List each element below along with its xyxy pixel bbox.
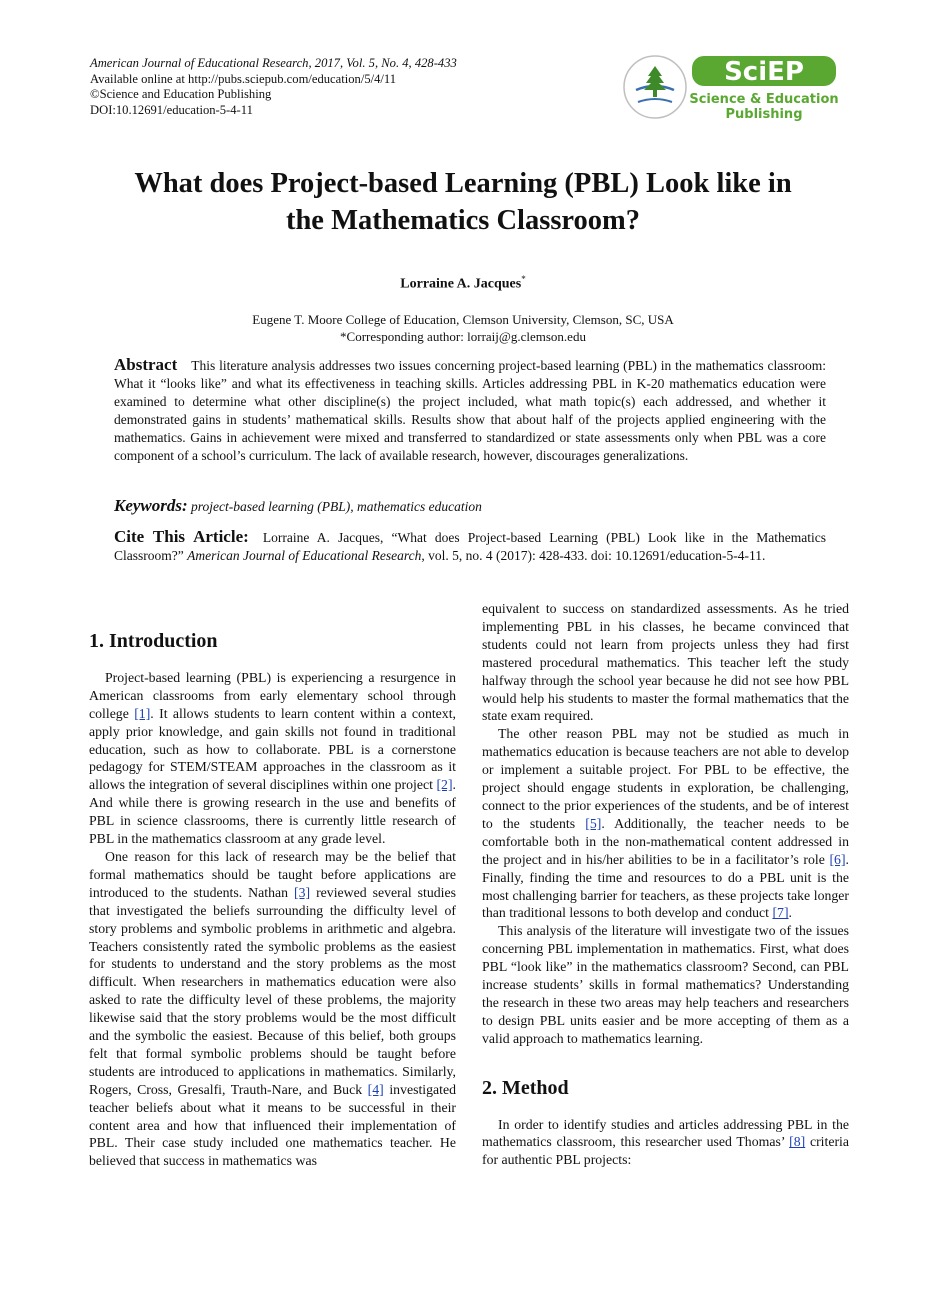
cite-label: Cite This Article: — [114, 527, 249, 546]
intro-paragraph-3: equivalent to success on standardized assessments. As he tried implementing PBL in his classes, he became convinced that students could not learn from projects unless they had first mastered procedural mathematics. This teacher left the study halfway through the school year because he did not see how PBL would help his students to master the formal mathematics that the state exam required. — [482, 601, 849, 724]
logo-line1: Science & Education — [689, 92, 839, 107]
publisher-line: ©Science and Education Publishing — [90, 87, 272, 101]
abstract-text: This literature analysis addresses two issues concerning project-based learning (PBL) in the mathematics classroom: What it “looks like” and what its effectiveness in teaching skills. Articles addressing PBL in K-20 mathematics education were examined to determine what other discipline(s) the project included, what math topic(s) each addressed, and whether it demonstrated gains in students’ mathematical skills. Results show that about half of the projects applied engineering with the mathematics. Gains in achievement were mixed and transferred to standardized or state assessments only when PBL was a core component of a school’s curriculum. The lack of available research, however, discourages generalizations. — [114, 358, 826, 463]
intro-paragraph-4: The other reason PBL may not be studied as much in mathematics education is because teachers are not able to develop or implement a suitable project. For PBL to be effective, the project should engage students in exploration, be challenging, connect to the prior experiences of the students, and be of interest to the students [5]. Additionally, the teacher needs to be comfortable both in the non-mathematical content addressed in the project and in his/her abilities to be in a facilitator’s role [6]. Finally, finding the time and resources to do a PBL unit is the most challenging barrier for teachers, as these projects take longer than traditional lessons to both develop and conduct [7]. — [482, 726, 849, 921]
journal-header — [90, 56, 457, 118]
doi-line: DOI:10.12691/education-5-4-11 — [90, 102, 253, 117]
title-line-1: What does Project-based Learning (PBL) Look like in — [134, 168, 792, 199]
cite-post: , vol. 5, no. 4 (2017): 428-433. doi: 10.12691/education-5-4-11. — [421, 548, 766, 563]
author-name: Lorraine A. Jacques — [400, 276, 522, 292]
abstract-label: Abstract — [114, 355, 178, 374]
author-line — [0, 274, 926, 293]
left-column — [89, 600, 456, 1170]
cite-journal: American Journal of Educational Research — [187, 548, 422, 563]
ref-link-2[interactable]: [2] — [436, 777, 453, 793]
affiliation-block — [0, 311, 926, 345]
cite-pre: Lorraine A. Jacques, “What does Project-based Learning (PBL) Look like in the Mathematics Classroom?” — [114, 530, 826, 563]
right-column — [482, 600, 849, 1169]
abstract — [114, 356, 826, 465]
method-paragraph-1: In order to identify studies and articles addressing PBL in the mathematics classroom, this researcher used Thomas’ [8] criteria for authentic PBL projects: — [482, 1116, 850, 1168]
intro-paragraph-2: One reason for this lack of research may be the belief that formal mathematics should be taught before applications are introduced to the students. Nathan [3] reviewed several studies that investigated the beliefs surrounding the difficulty level of story problems and symbolic problems in arithmetic and algebra. Teachers consistently rated the symbolic problems as the easiest for students to understand and the story problems as the most difficult. When researchers in mathematics education were also asked to rate the difficulty level of these problems, the majority likewise said that the story problems would be the most difficult and the symbolic the easiest. Because of this belief, both groups felt that formal symbolic problems should be taught before students are introduced to applications in mathematics. Similarly, Rogers, Cross, Gresalfi, Trauth-Nare, and Buck [4] investigated teacher beliefs about what it means to be successful in their content area and how that influenced their implementation of PBL. Their case study included one mathematics teacher. He believed that success in mathematics was — [89, 848, 457, 1169]
author-mark: * — [521, 274, 526, 284]
title-line-2: the Mathematics Classroom? — [285, 205, 641, 236]
affiliation: Eugene T. Moore College of Education, Clemson University, Clemson, SC, USA — [252, 312, 674, 327]
ref-link-3[interactable]: [3] — [294, 884, 311, 900]
logo-brand-text: SciEP — [724, 57, 804, 87]
ref-link-4[interactable]: [4] — [367, 1081, 384, 1097]
ref-link-6[interactable]: [6] — [829, 851, 846, 867]
ref-link-7[interactable]: [7] — [772, 905, 789, 921]
intro-paragraph-1: Project-based learning (PBL) is experiencing a resurgence in American classrooms from early elementary school through college [1]. It allows students to learn content within a context, apply prior knowledge, and gain skills not found in traditional education, such as how to collaborate. PBL is a cornerstone pedagogy for STEM/STEAM approaches in the classroom as it allows the integration of several disciplines within one project [2]. And while there is growing research in the use and benefits of PBL in science classrooms, there is currently little research of PBL in the mathematics classroom at any grade level. — [89, 669, 456, 847]
ref-link-8[interactable]: [8] — [789, 1134, 806, 1150]
intro-paragraph-5: This analysis of the literature will investigate two of the issues concerning PBL implementation in mathematics. First, what does PBL “look like” in the mathematics classroom? Second, can PBL increase students’ skills in formal mathematics? Understanding the research in these two areas may help teachers and researchers to design PBL units easier and be more accepting of them as a valid approach to mathematics learning. — [482, 923, 849, 1046]
logo-line2: Publishing — [725, 107, 803, 122]
keywords-label: Keywords: — [114, 496, 188, 515]
ref-link-1[interactable]: [1] — [134, 705, 151, 721]
journal-citation: American Journal of Educational Research, 2017, Vol. 5, No. 4, 428-433 — [90, 56, 457, 70]
keywords — [114, 497, 826, 516]
intro-heading: 1. Introduction — [89, 630, 218, 652]
paper-title — [60, 165, 866, 239]
online-url: Available online at http://pubs.sciepub.com/education/5/4/11 — [90, 71, 397, 86]
sciep-logo — [622, 52, 844, 122]
method-heading: 2. Method — [482, 1076, 569, 1099]
corresponding-author: *Corresponding author: lorraij@g.clemson.edu — [340, 329, 586, 344]
ref-link-5[interactable]: [5] — [585, 815, 602, 831]
keywords-text: project-based learning (PBL), mathematics education — [191, 499, 482, 514]
cite-article — [114, 528, 826, 565]
